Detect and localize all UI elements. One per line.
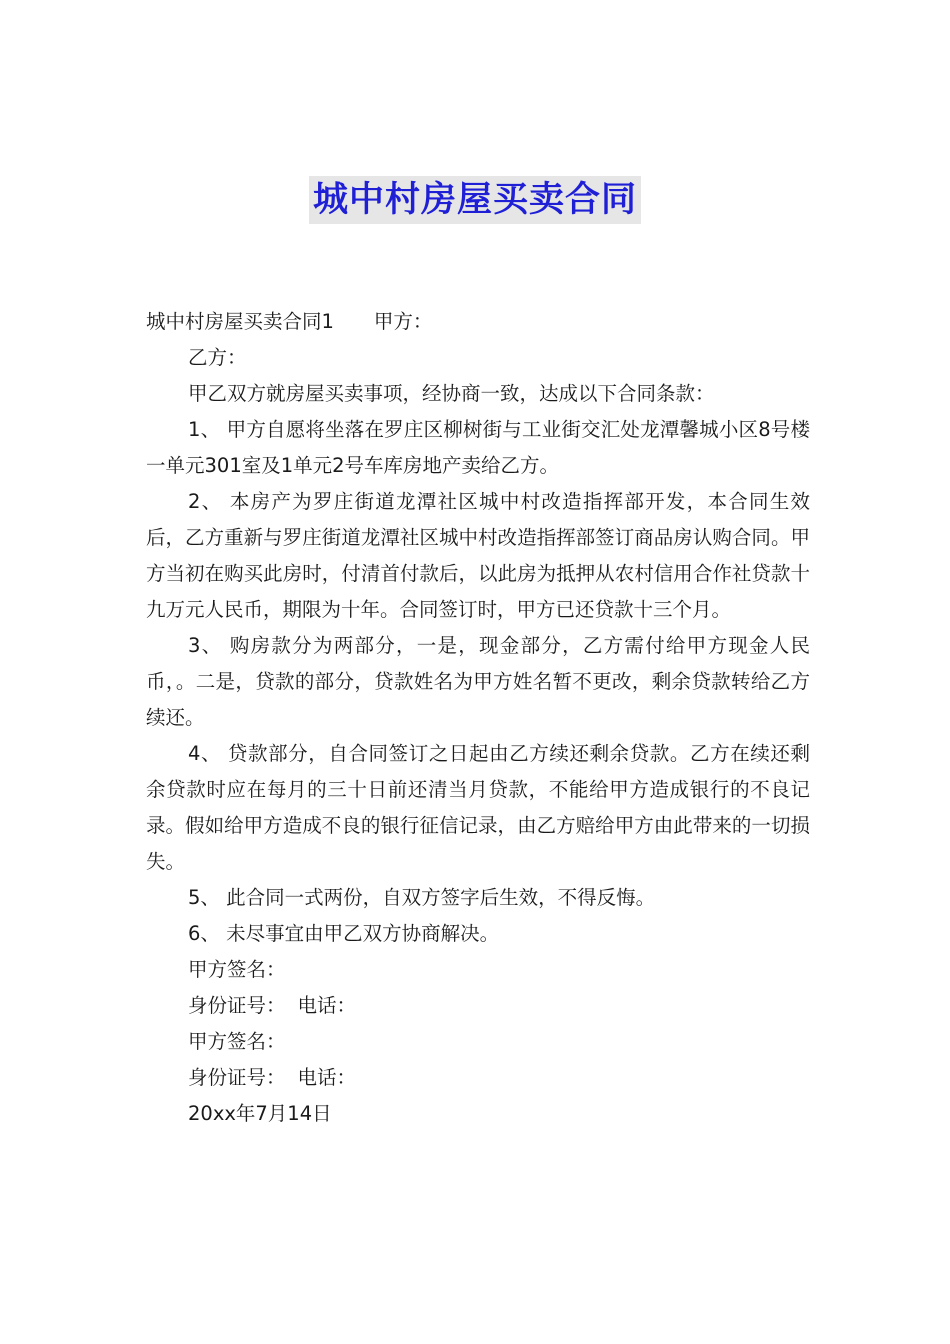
title-wrapper — [0, 176, 950, 224]
header-line — [146, 304, 810, 340]
clause-6: 6、 未尽事宜由甲乙双方协商解决。 — [188, 922, 500, 945]
document-body — [146, 304, 810, 1132]
signature-line-1 — [146, 952, 810, 988]
phone-label: 电话： — [297, 1066, 357, 1089]
clause-4: 4、 贷款部分，自合同签订之日起由乙方续还剩余贷款。乙方在续还剩余贷款时应在每月的三十日前还清当月贷款，不能给甲方造成银行的不良记录。假如给甲方造成不良的银行征信记录，由乙方赔给甲方由此带来的一切损失。 — [146, 742, 810, 873]
signature-label: 甲方签名： — [188, 1030, 286, 1053]
doc-name: 城中村房屋买卖合同1 — [146, 310, 334, 333]
party-b-label: 乙方： — [188, 346, 247, 369]
intro-text: 甲乙双方就房屋买卖事项，经协商一致，达成以下合同条款： — [188, 382, 715, 405]
party-b-line — [146, 340, 810, 376]
date-line — [146, 1096, 810, 1132]
party-a-label: 甲方： — [373, 310, 433, 333]
signature-label: 甲方签名： — [188, 958, 286, 981]
clause-1: 1、 甲方自愿将坐落在罗庄区柳树街与工业街交汇处龙潭馨城小区8号楼一单元301室及1单元2号车库房地产卖给乙方。 — [146, 418, 810, 477]
id-label: 身份证号： — [188, 994, 286, 1017]
clause-3: 3、 购房款分为两部分，一是，现金部分，乙方需付给甲方现金人民币，。二是，贷款的部分，贷款姓名为甲方姓名暂不更改，剩余贷款转给乙方续还。 — [146, 634, 810, 729]
id-phone-line-1 — [146, 988, 810, 1024]
signature-line-2 — [146, 1024, 810, 1060]
intro-line — [146, 376, 810, 412]
id-label: 身份证号： — [188, 1066, 286, 1089]
contract-date: 20xx年7月14日 — [188, 1102, 332, 1125]
clause-5: 5、 此合同一式两份，自双方签字后生效，不得反悔。 — [188, 886, 656, 909]
id-phone-line-2 — [146, 1060, 810, 1096]
phone-label: 电话： — [297, 994, 357, 1017]
document-title: 城中村房屋买卖合同 — [309, 176, 641, 224]
clause-2: 2、 本房产为罗庄街道龙潭社区城中村改造指挥部开发，本合同生效后，乙方重新与罗庄街道龙潭社区城中村改造指挥部签订商品房认购合同。甲方当初在购买此房时，付清首付款后，以此房为抵押从农村信用合作社贷款十九万元人民币，期限为十年。合同签订时，甲方已还贷款十三个月。 — [146, 490, 810, 621]
